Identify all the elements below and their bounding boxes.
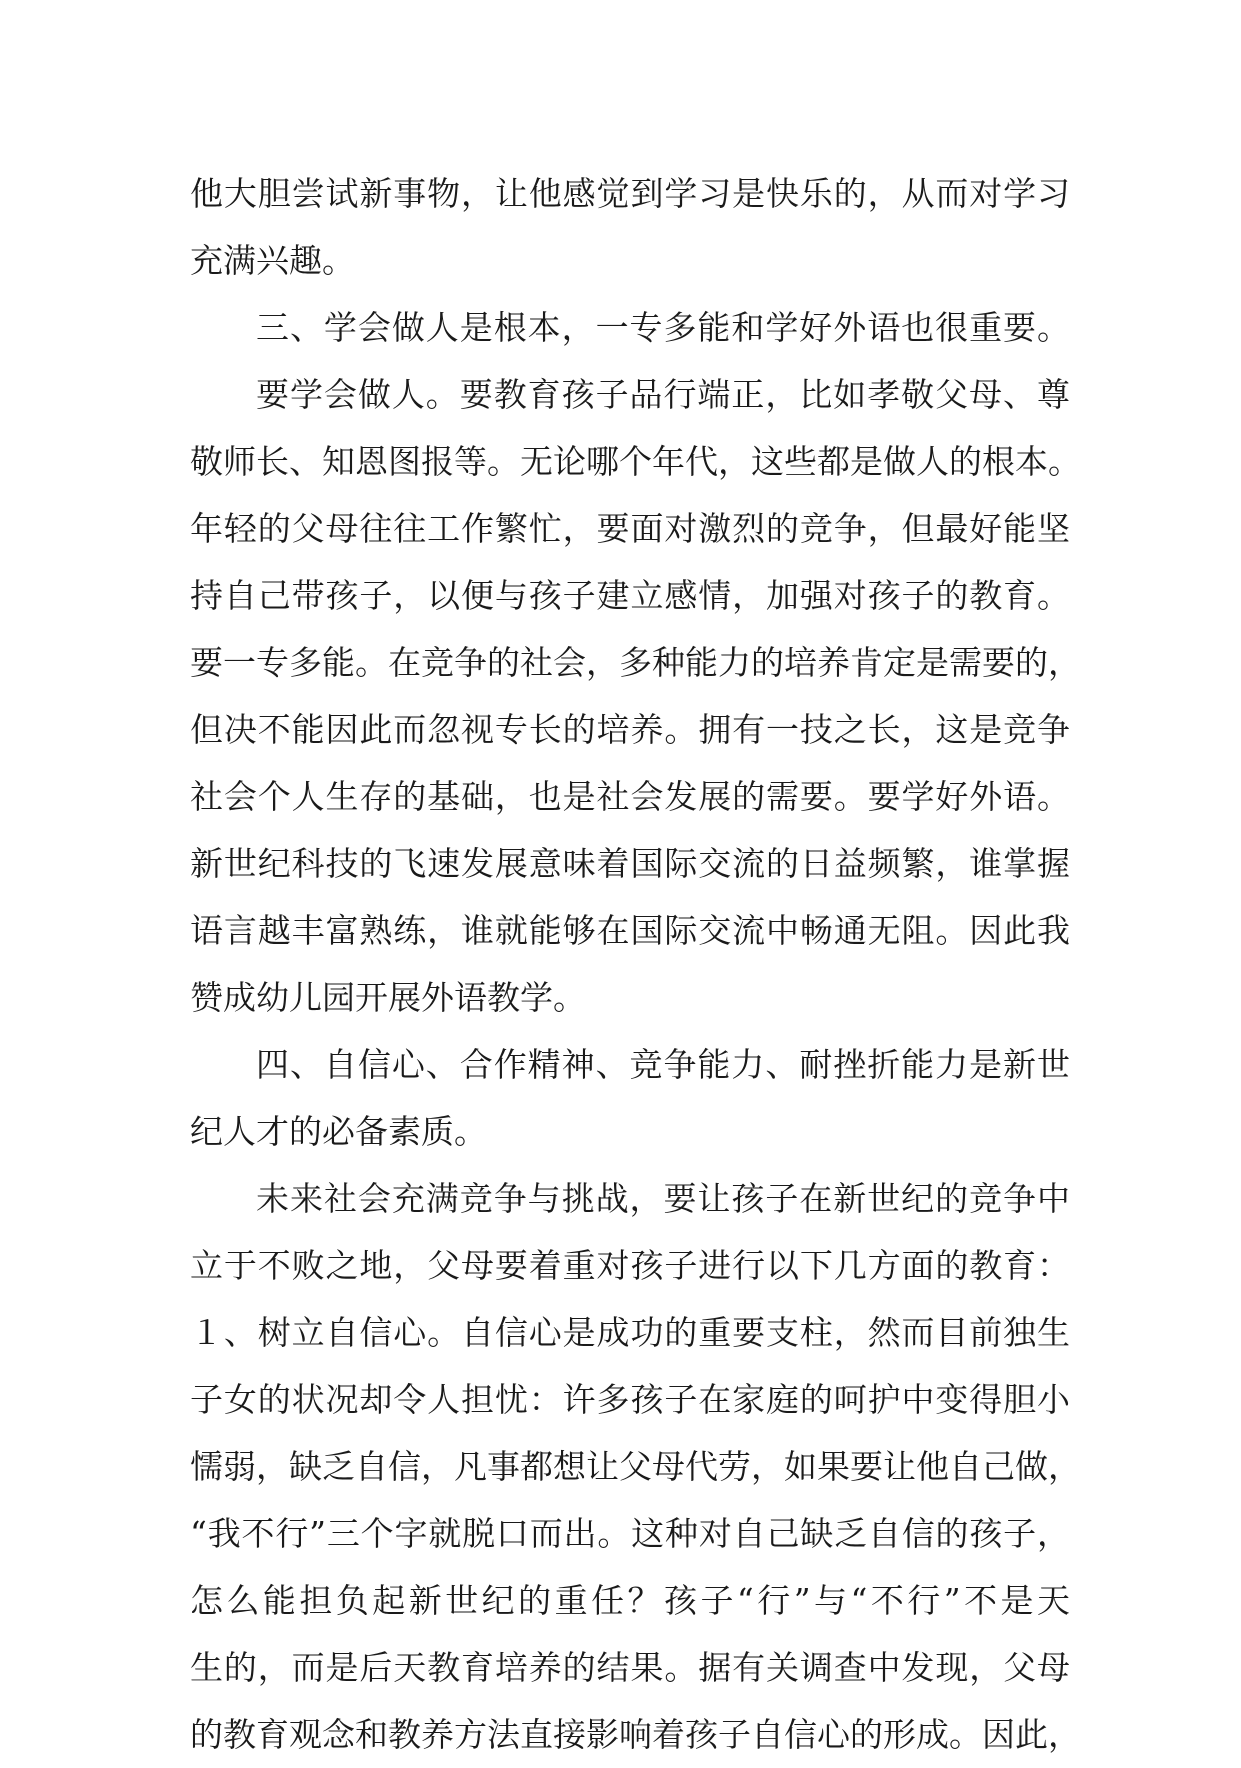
text-line: 社会个人生存的基础，也是社会发展的需要。要学好外语。 <box>190 777 1070 816</box>
text-line: 新世纪科技的飞速发展意味着国际交流的日益频繁，谁掌握 <box>190 844 1070 883</box>
text-line: 要一专多能。在竞争的社会，多种能力的培养肯定是需要的， <box>190 643 1081 682</box>
text-line: 语言越丰富熟练，谁就能够在国际交流中畅通无阻。因此我 <box>190 911 1070 950</box>
text-line: 四、自信心、合作精神、竞争能力、耐挫折能力是新世 <box>256 1045 1070 1084</box>
text-line: 敬师长、知恩图报等。无论哪个年代，这些都是做人的根本。 <box>190 442 1081 481</box>
text-line: 赞成幼儿园开展外语教学。 <box>190 978 586 1017</box>
body-text <box>190 160 1081 1768</box>
text-line: 年轻的父母往往工作繁忙，要面对激烈的竞争，但最好能坚 <box>190 509 1070 548</box>
text-line: 纪人才的必备素质。 <box>190 1112 487 1151</box>
text-line: 三、学会做人是根本，一专多能和学好外语也很重要。 <box>256 308 1070 347</box>
text-line: “我不行”三个字就脱口而出。这种对自己缺乏自信的孩子， <box>190 1514 1070 1553</box>
text-line: 充满兴趣。 <box>190 241 355 280</box>
text-line: 立于不败之地，父母要着重对孩子进行以下几方面的教育： <box>190 1246 1070 1285</box>
text-line: 未来社会充满竞争与挑战，要让孩子在新世纪的竞争中 <box>256 1179 1070 1218</box>
text-line: 持自己带孩子，以便与孩子建立感情，加强对孩子的教育。 <box>190 576 1070 615</box>
text-line: 要学会做人。要教育孩子品行端正，比如孝敬父母、尊 <box>256 375 1070 414</box>
text-line: 但决不能因此而忽视专长的培养。拥有一技之长，这是竞争 <box>190 710 1070 749</box>
text-line: 生的，而是后天教育培养的结果。据有关调查中发现，父母 <box>190 1648 1070 1687</box>
text-line: 的教育观念和教养方法直接影响着孩子自信心的形成。因此， <box>190 1715 1081 1754</box>
text-line: 他大胆尝试新事物，让他感觉到学习是快乐的，从而对学习 <box>190 174 1070 213</box>
text-line: 懦弱，缺乏自信，凡事都想让父母代劳，如果要让他自己做， <box>190 1447 1081 1486</box>
text-line: 怎么能担负起新世纪的重任？孩子“行”与“不行”不是天 <box>190 1581 1070 1620</box>
text-line: １、树立自信心。自信心是成功的重要支柱，然而目前独生 <box>190 1313 1070 1352</box>
text-line: 子女的状况却令人担忧：许多孩子在家庭的呵护中变得胆小 <box>190 1380 1070 1419</box>
